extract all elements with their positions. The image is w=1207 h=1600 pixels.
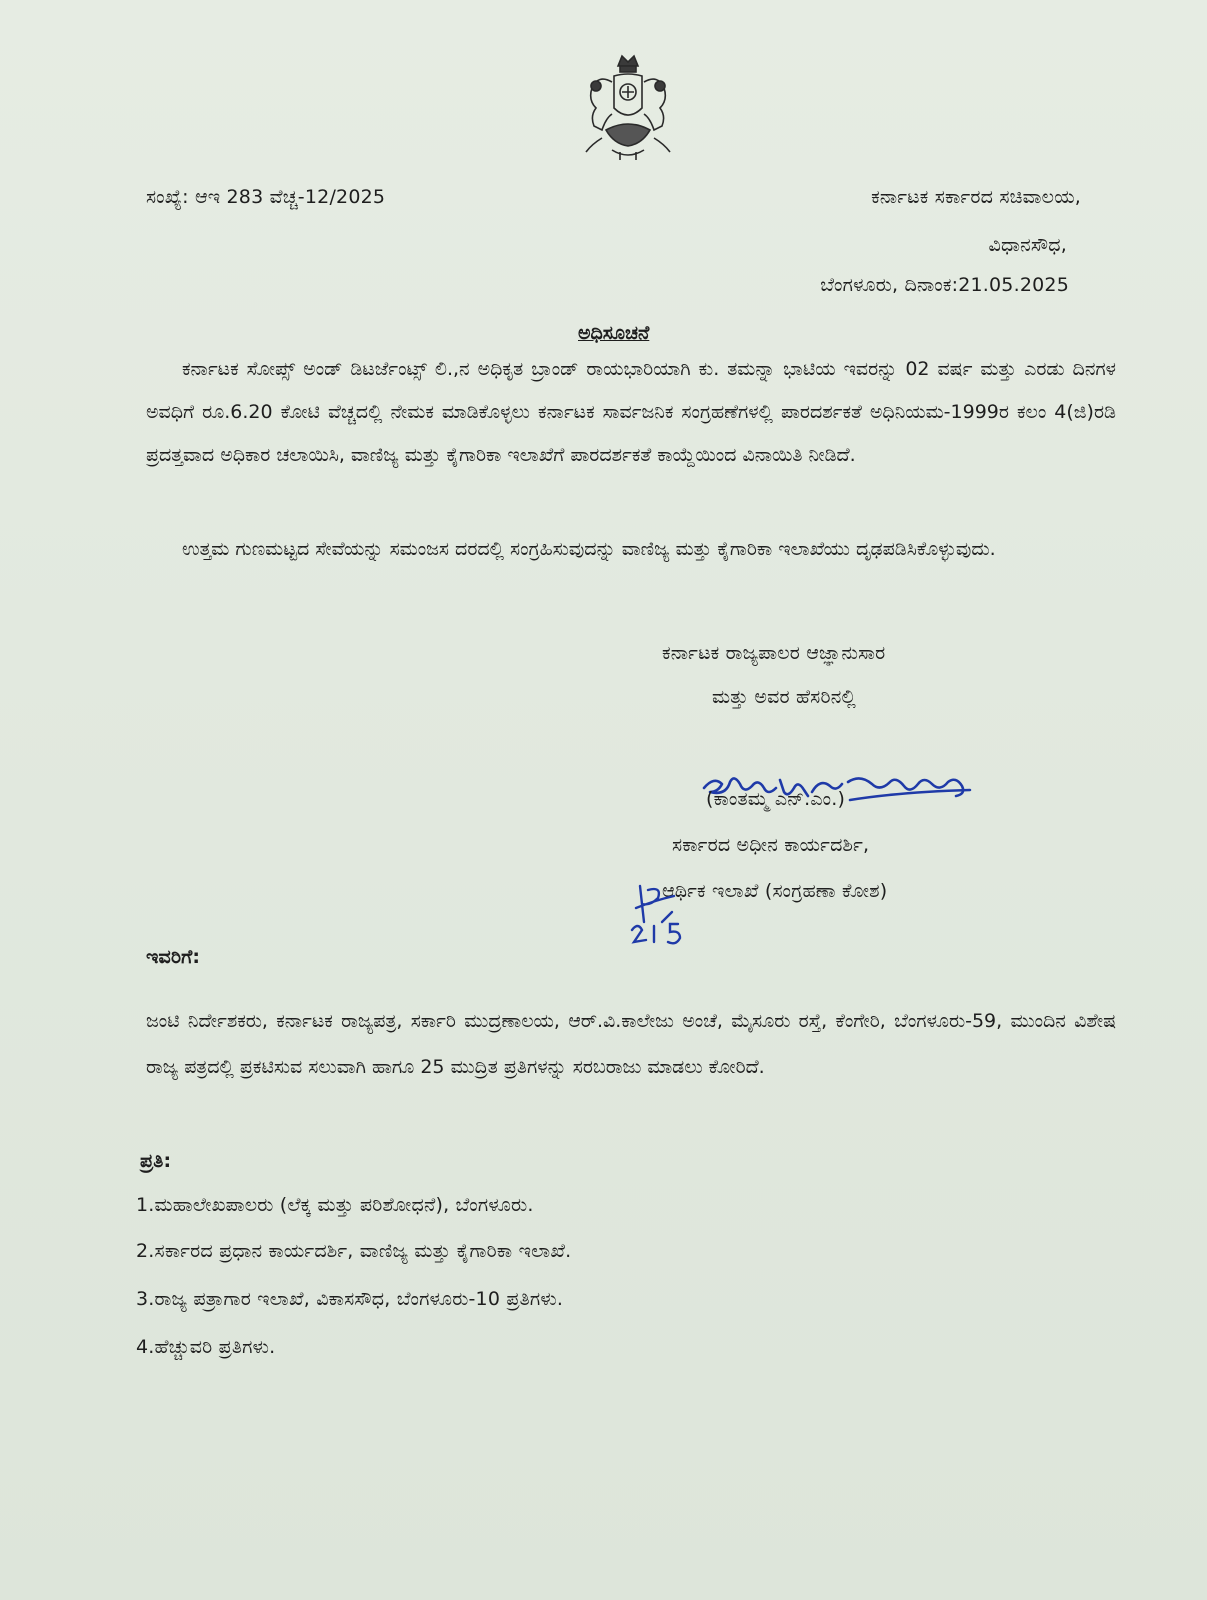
copy-item: 1.ಮಹಾಲೇಖಪಾಲರು (ಲೆಕ್ಕ ಮತ್ತು ಪರಿಶೋಧನೆ), ಬೆಂಗಳೂರು.	[136, 1194, 534, 1216]
addressee-heading: ಇವರಿಗೆ:	[146, 946, 201, 968]
notification-title: ಅಧಿಸೂಚನೆ	[578, 322, 650, 344]
office-line-2: ವಿಧಾನಸೌಧ,	[988, 234, 1067, 256]
copy-item: 4.ಹೆಚ್ಚುವರಿ ಪ್ರತಿಗಳು.	[136, 1336, 276, 1358]
signatory-name: (ಕಾಂತಮ್ಮ ಎನ್.ಎಂ.)	[706, 788, 846, 810]
authority-line-2: ಮತ್ತು ಅವರ ಹೆಸರಿನಲ್ಲಿ	[712, 686, 857, 708]
signatory-designation: ಸರ್ಕಾರದ ಅಧೀನ ಕಾರ್ಯದರ್ಶಿ,	[672, 834, 870, 856]
addressee-text: ಜಂಟಿ ನಿರ್ದೇಶಕರು, ಕರ್ನಾಟಕ ರಾಜ್ಯಪತ್ರ, ಸರ್ಕಾರಿ ಮುದ್ರಣಾಲಯ, ಆರ್.ವಿ.ಕಾಲೇಜು ಅಂಚೆ, ಮೈಸೂರು ರಸ್ತೆ, ಕೆಂಗೇರಿ, ಬೆಂಗಳೂರು-59, ಮುಂದಿನ ವಿಶೇಷ ರಾಜ್ಯ ಪತ್ರದಲ್ಲಿ ಪ್ರಕಟಿಸುವ ಸಲುವಾಗಿ ಹಾಗೂ 25 ಮುದ್ರಿತ ಪ್ರತಿಗಳನ್ನು ಸರಬರಾಜು ಮಾಡಲು ಕೋರಿದೆ.	[146, 1010, 1116, 1078]
reference-number: ಸಂಖ್ಯೆ: ಆಇ 283 ವೆಚ್ಚ-12/2025	[146, 186, 386, 208]
copies-heading: ಪ್ರತಿ:	[140, 1150, 172, 1172]
body-paragraph-2: ಉತ್ತಮ ಗುಣಮಟ್ಟದ ಸೇವೆಯನ್ನು ಸಮಂಜಸ ದರದಲ್ಲಿ ಸಂಗ್ರಹಿಸುವುದನ್ನು ವಾಣಿಜ್ಯ ಮತ್ತು ಕೈಗಾರಿಕಾ ಇಲಾಖೆಯು ದೃಢಪಡಿಸಿಕೊಳ್ಳುವುದು.	[182, 538, 996, 560]
handwritten-initial	[630, 882, 690, 952]
state-emblem-icon	[572, 52, 684, 164]
authority-line-1: ಕರ್ನಾಟಕ ರಾಜ್ಯಪಾಲರ ಆಜ್ಞಾನುಸಾರ	[662, 642, 886, 664]
body-paragraph-1: ಕರ್ನಾಟಕ ಸೋಪ್ಸ್ ಅಂಡ್ ಡಿಟರ್ಜೆಂಟ್ಸ್ ಲಿ.,ನ ಅಧಿಕೃತ ಬ್ರಾಂಡ್ ರಾಯಭಾರಿಯಾಗಿ ಕು. ತಮನ್ನಾ ಭಾಟಿಯ ಇವರನ್ನು 02 ವರ್ಷ ಮತ್ತು ಎರಡು ದಿನಗಳ ಅವಧಿಗೆ ರೂ.6.20 ಕೋಟಿ ವೆಚ್ಚದಲ್ಲಿ ನೇಮಕ ಮಾಡಿಕೊಳ್ಳಲು ಕರ್ನಾಟಕ ಸಾರ್ವಜನಿಕ ಸಂಗ್ರಹಣೆಗಳಲ್ಲಿ ಪಾರದರ್ಶಕತೆ ಅಧಿನಿಯಮ-1999ರ ಕಲಂ 4(ಜಿ)ರಡಿ ಪ್ರದತ್ತವಾದ ಅಧಿಕಾರ ಚಲಾಯಿಸಿ, ವಾಣಿಜ್ಯ ಮತ್ತು ಕೈಗಾರಿಕಾ ಇಲಾಖೆಗೆ ಪಾರದರ್ಶಕತೆ ಕಾಯ್ದೆಯಿಂದ ವಿನಾಯಿತಿ ನೀಡಿದೆ.	[146, 358, 1116, 466]
signatory-department: ಆರ್ಥಿಕ ಇಲಾಖೆ (ಸಂಗ್ರಹಣಾ ಕೋಶ)	[662, 880, 888, 902]
office-line-1: ಕರ್ನಾಟಕ ಸರ್ಕಾರದ ಸಚಿವಾಲಯ,	[871, 186, 1081, 208]
place-date: ಬೆಂಗಳೂರು, ದಿನಾಂಕ:21.05.2025	[820, 274, 1069, 296]
copy-item: 3.ರಾಜ್ಯ ಪತ್ರಾಗಾರ ಇಲಾಖೆ, ವಿಕಾಸಸೌಧ, ಬೆಂಗಳೂರು-10 ಪ್ರತಿಗಳು.	[136, 1288, 564, 1310]
copy-item: 2.ಸರ್ಕಾರದ ಪ್ರಧಾನ ಕಾರ್ಯದರ್ಶಿ, ವಾಣಿಜ್ಯ ಮತ್ತು ಕೈಗಾರಿಕಾ ಇಲಾಖೆ.	[136, 1240, 572, 1262]
